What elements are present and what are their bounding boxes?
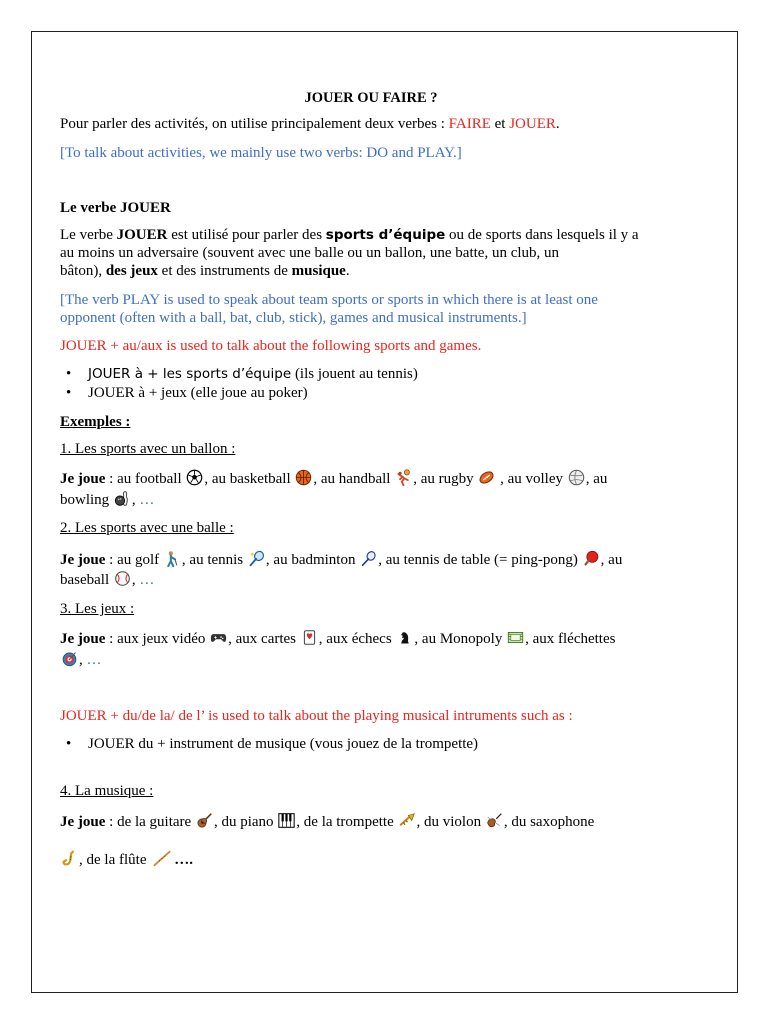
badminton-racket-icon: [360, 550, 377, 567]
intro-paragraph: [60, 115, 682, 134]
ex4-dots: ….: [174, 852, 193, 868]
jouer-word: JOUER: [509, 116, 556, 132]
rugby-ball-icon: [478, 469, 495, 486]
p1-a: Le verbe: [60, 227, 117, 243]
flute-icon: [151, 850, 173, 867]
jouer-translation-line2: opponent (often with a ball, bat, club, stick), games and musical instruments.]: [60, 310, 527, 326]
faire-word: FAIRE: [448, 116, 491, 132]
jouer-translation-line1: [The verb PLAY is used to speak about team sports or sports in which there is at least one: [60, 292, 598, 308]
playing-card-icon: [301, 629, 318, 646]
ex1-ellipsis: …: [139, 492, 156, 508]
example3-line2: [60, 650, 682, 670]
handball-icon: [395, 469, 412, 486]
du-de-la-rule: JOUER + du/de la/ de l’ is used to talk about the playing musical intruments such as :: [60, 708, 573, 724]
example1-line1: [60, 469, 682, 489]
ex4-c: , de la trompette: [296, 814, 398, 830]
ex3-b: , aux cartes: [228, 631, 300, 647]
volleyball-icon: [568, 469, 585, 486]
ex1-b: , au basketball: [204, 471, 295, 487]
p3-a: bâton),: [60, 263, 106, 279]
ex1-d: , au rugby: [413, 471, 478, 487]
dartboard-icon: [61, 650, 78, 667]
piano-keys-icon: [278, 812, 295, 829]
ex1-e: , au volley: [496, 471, 567, 487]
chess-knight-icon: [396, 629, 413, 646]
p1-c: est utilisé pour parler des: [167, 227, 326, 243]
p1-e: ou de sports dans lesquels il y a: [445, 227, 639, 243]
football-icon: [186, 469, 203, 486]
game-controller-icon: [210, 629, 227, 646]
ex3-a: : aux jeux vidéo: [105, 631, 210, 647]
ex4-b: , du piano: [213, 814, 278, 830]
je-joue: Je joue: [60, 814, 106, 830]
bullet3-text: JOUER du + instrument de musique (vous jouez de la trompette): [88, 736, 479, 752]
bullet1-b: (ils jouent au tennis): [291, 366, 418, 382]
ex2-f: baseball: [60, 572, 113, 588]
bullet2-text: JOUER à + jeux (elle joue au poker): [88, 385, 308, 401]
page-border: [31, 31, 738, 993]
ex3-f: ,: [79, 652, 87, 668]
ex4-f: , de la flûte: [79, 852, 151, 868]
bullet1-a: JOUER à + les sports d’équipe: [88, 366, 292, 382]
p3-e: .: [345, 263, 350, 279]
example1-heading: 1. Les sports avec un ballon :: [60, 441, 236, 457]
je-joue: Je joue: [60, 631, 106, 647]
example4-line2: [60, 850, 682, 870]
bowling-icon: [114, 490, 131, 507]
p3-d: musique: [291, 263, 346, 279]
example3-heading: 3. Les jeux :: [60, 601, 135, 617]
ex4-a: : de la guitare: [105, 814, 195, 830]
basketball-icon: [295, 469, 312, 486]
golf-icon: [164, 550, 181, 567]
ping-pong-icon: [583, 550, 600, 567]
ex1-c: , au handball: [313, 471, 395, 487]
ex4-e: , du saxophone: [503, 814, 595, 830]
je-joue: Je joue: [60, 471, 106, 487]
bullet-dot: •: [66, 366, 72, 382]
bullet-dot: •: [66, 736, 72, 752]
tennis-racket-icon: [248, 550, 265, 567]
p3-b: des jeux: [105, 263, 158, 279]
ex2-e: , au: [600, 552, 623, 568]
p3-c: et des instruments de: [157, 263, 292, 279]
example2-heading: 2. Les sports avec une balle :: [60, 520, 234, 536]
bullet-item-sports: [66, 365, 418, 384]
bullet-item-instrument: [66, 735, 479, 754]
ex1-g: bowling: [60, 492, 113, 508]
ex1-h: ,: [131, 492, 140, 508]
je-joue: Je joue: [60, 552, 106, 568]
ex3-d: , au Monopoly: [414, 631, 507, 647]
ex2-b: , au tennis: [181, 552, 247, 568]
ex1-f: , au: [585, 471, 608, 487]
example1-line2: [60, 490, 682, 510]
document-title: JOUER OU FAIRE ?: [304, 90, 438, 106]
intro-translation: [To talk about activities, we mainly use two verbs: DO and PLAY.]: [60, 145, 462, 161]
guitar-icon: [196, 812, 213, 829]
example3-line1: [60, 629, 682, 649]
bullet-dot: •: [66, 385, 72, 401]
intro-dot: .: [555, 116, 560, 132]
violin-icon: [486, 812, 503, 829]
monopoly-board-icon: [507, 629, 524, 646]
ex3-c: , aux échecs: [318, 631, 396, 647]
intro-et: et: [490, 116, 510, 132]
trumpet-icon: [399, 812, 416, 829]
section-heading-jouer: Le verbe JOUER: [60, 200, 171, 216]
ex1-a: : au football: [105, 471, 186, 487]
examples-heading: Exemples :: [60, 414, 131, 430]
ex2-g: ,: [131, 572, 140, 588]
jouer-paragraph-line3: [60, 262, 682, 281]
ex2-c: , au badminton: [265, 552, 360, 568]
ex3-ellipsis: …: [86, 652, 103, 668]
ex2-d: , au tennis de table (= ping-pong): [378, 552, 582, 568]
example4-heading: 4. La musique :: [60, 783, 154, 799]
au-aux-rule: JOUER + au/aux is used to talk about the following sports and games.: [60, 338, 482, 354]
intro-text: Pour parler des activités, on utilise principalement deux verbes :: [60, 116, 449, 132]
ex2-ellipsis: …: [139, 572, 156, 588]
ex3-e: , aux fléchettes: [525, 631, 616, 647]
p1-d: sports d’équipe: [325, 227, 446, 243]
baseball-icon: [114, 570, 131, 587]
example4-line1: [60, 812, 682, 832]
jouer-paragraph-line2: au moins un adversaire (souvent avec une balle ou un ballon, une batte, un club, un: [60, 245, 560, 261]
p1-b: JOUER: [116, 227, 168, 243]
example2-line1: [60, 550, 682, 570]
ex2-a: : au golf: [105, 552, 163, 568]
example2-line2: [60, 570, 682, 590]
bullet-item-jeux: [66, 384, 308, 403]
jouer-paragraph-line1: [60, 226, 682, 245]
saxophone-icon: [61, 850, 78, 867]
ex4-d: , du violon: [416, 814, 485, 830]
